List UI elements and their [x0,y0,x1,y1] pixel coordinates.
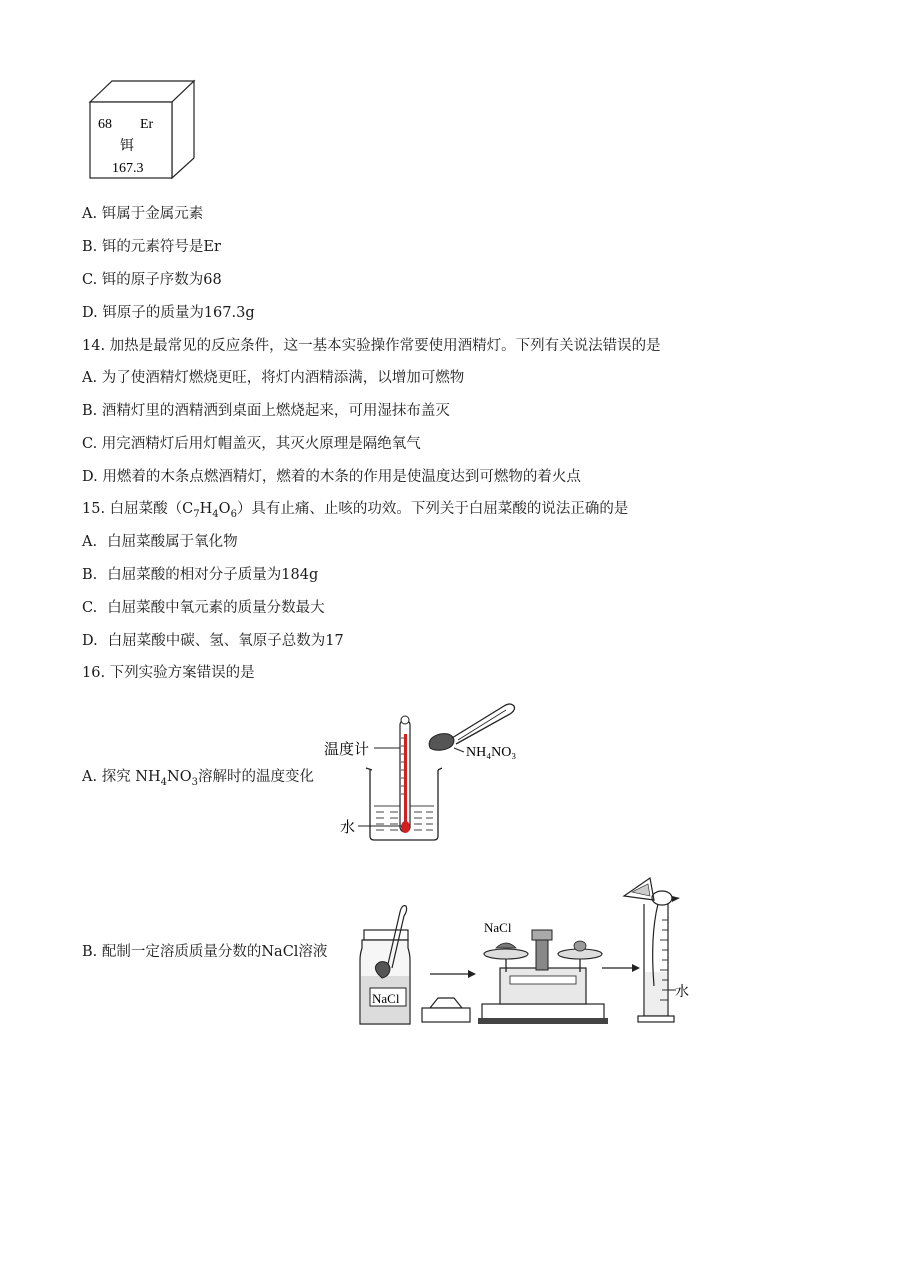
label-reagent: NH₄NO₃ [466,745,517,760]
q15-option-d: D. 白屈菜酸中碳、氢、氧原子总数为17 [82,633,344,649]
label-water: 水 [340,818,356,836]
label-thermometer: 温度计 [324,740,370,758]
q13-option-c: C. 铒的原子序数为68 [82,272,222,288]
q13-option-b: B. 铒的元素符号是Er [82,239,221,255]
q15-option-c: C. 白屈菜酸中氧元素的质量分数最大 [82,600,325,616]
pan-label: NaCl [484,920,512,935]
q15-sub-o: 6 [230,508,237,520]
cylinder-water-label: 水 [675,984,689,1000]
q14-stem: 14. 加热是最常见的反应条件，这一基本实验操作常要使用酒精灯。下列有关说法错误的是 [82,338,661,354]
figure-b-solution-preparation [350,876,695,1028]
q14-option-b: B. 酒精灯里的酒精洒到桌面上燃烧起来，可用湿抹布盖灭 [82,403,450,419]
q14-option-d: D. 用燃着的木条点燃酒精灯，燃着的木条的作用是使温度达到可燃物的着火点 [82,469,581,485]
element-tile [86,78,198,182]
jar-label: NaCl [372,991,400,1006]
q15-option-b: B. 白屈菜酸的相对分子质量为184g [82,567,319,583]
q13-option-d: D. 铒原子的质量为167.3g [82,305,255,321]
q16-stem: 16. 下列实验方案错误的是 [82,665,255,681]
q15-stem-pre: 15. 白屈菜酸（C [82,501,194,517]
q15-sub-c: 7 [193,508,200,520]
q15-stem-h: H [199,501,213,517]
q16-option-b: B. 配制一定溶质质量分数的NaCl溶液 [82,944,328,960]
q15-option-a: A. 白屈菜酸属于氧化物 [82,534,238,550]
element-name: 铒 [120,138,134,154]
q15-stem-o: O [218,501,231,517]
q16-option-a: A. 探究 $NH_4NO_3$溶解时的温度变化 [82,769,314,788]
q15-sub-h: 4 [212,508,219,520]
figure-a-dissolving-experiment [318,698,538,844]
q14-option-a: A. 为了使酒精灯燃烧更旺，将灯内酒精添满，以增加可燃物 [82,370,465,386]
q15-stem-post: ）具有止痛、止咳的功效。下列关于白屈菜酸的说法正确的是 [236,501,629,517]
element-symbol: Er [140,117,154,132]
atomic-number: 68 [98,117,112,132]
q15-stem [82,499,628,525]
q14-option-c: C. 用完酒精灯后用灯帽盖灭，其灭火原理是隔绝氧气 [82,436,421,452]
q13-option-a: A. 铒属于金属元素 [82,206,204,222]
atomic-mass: 167.3 [112,161,144,176]
